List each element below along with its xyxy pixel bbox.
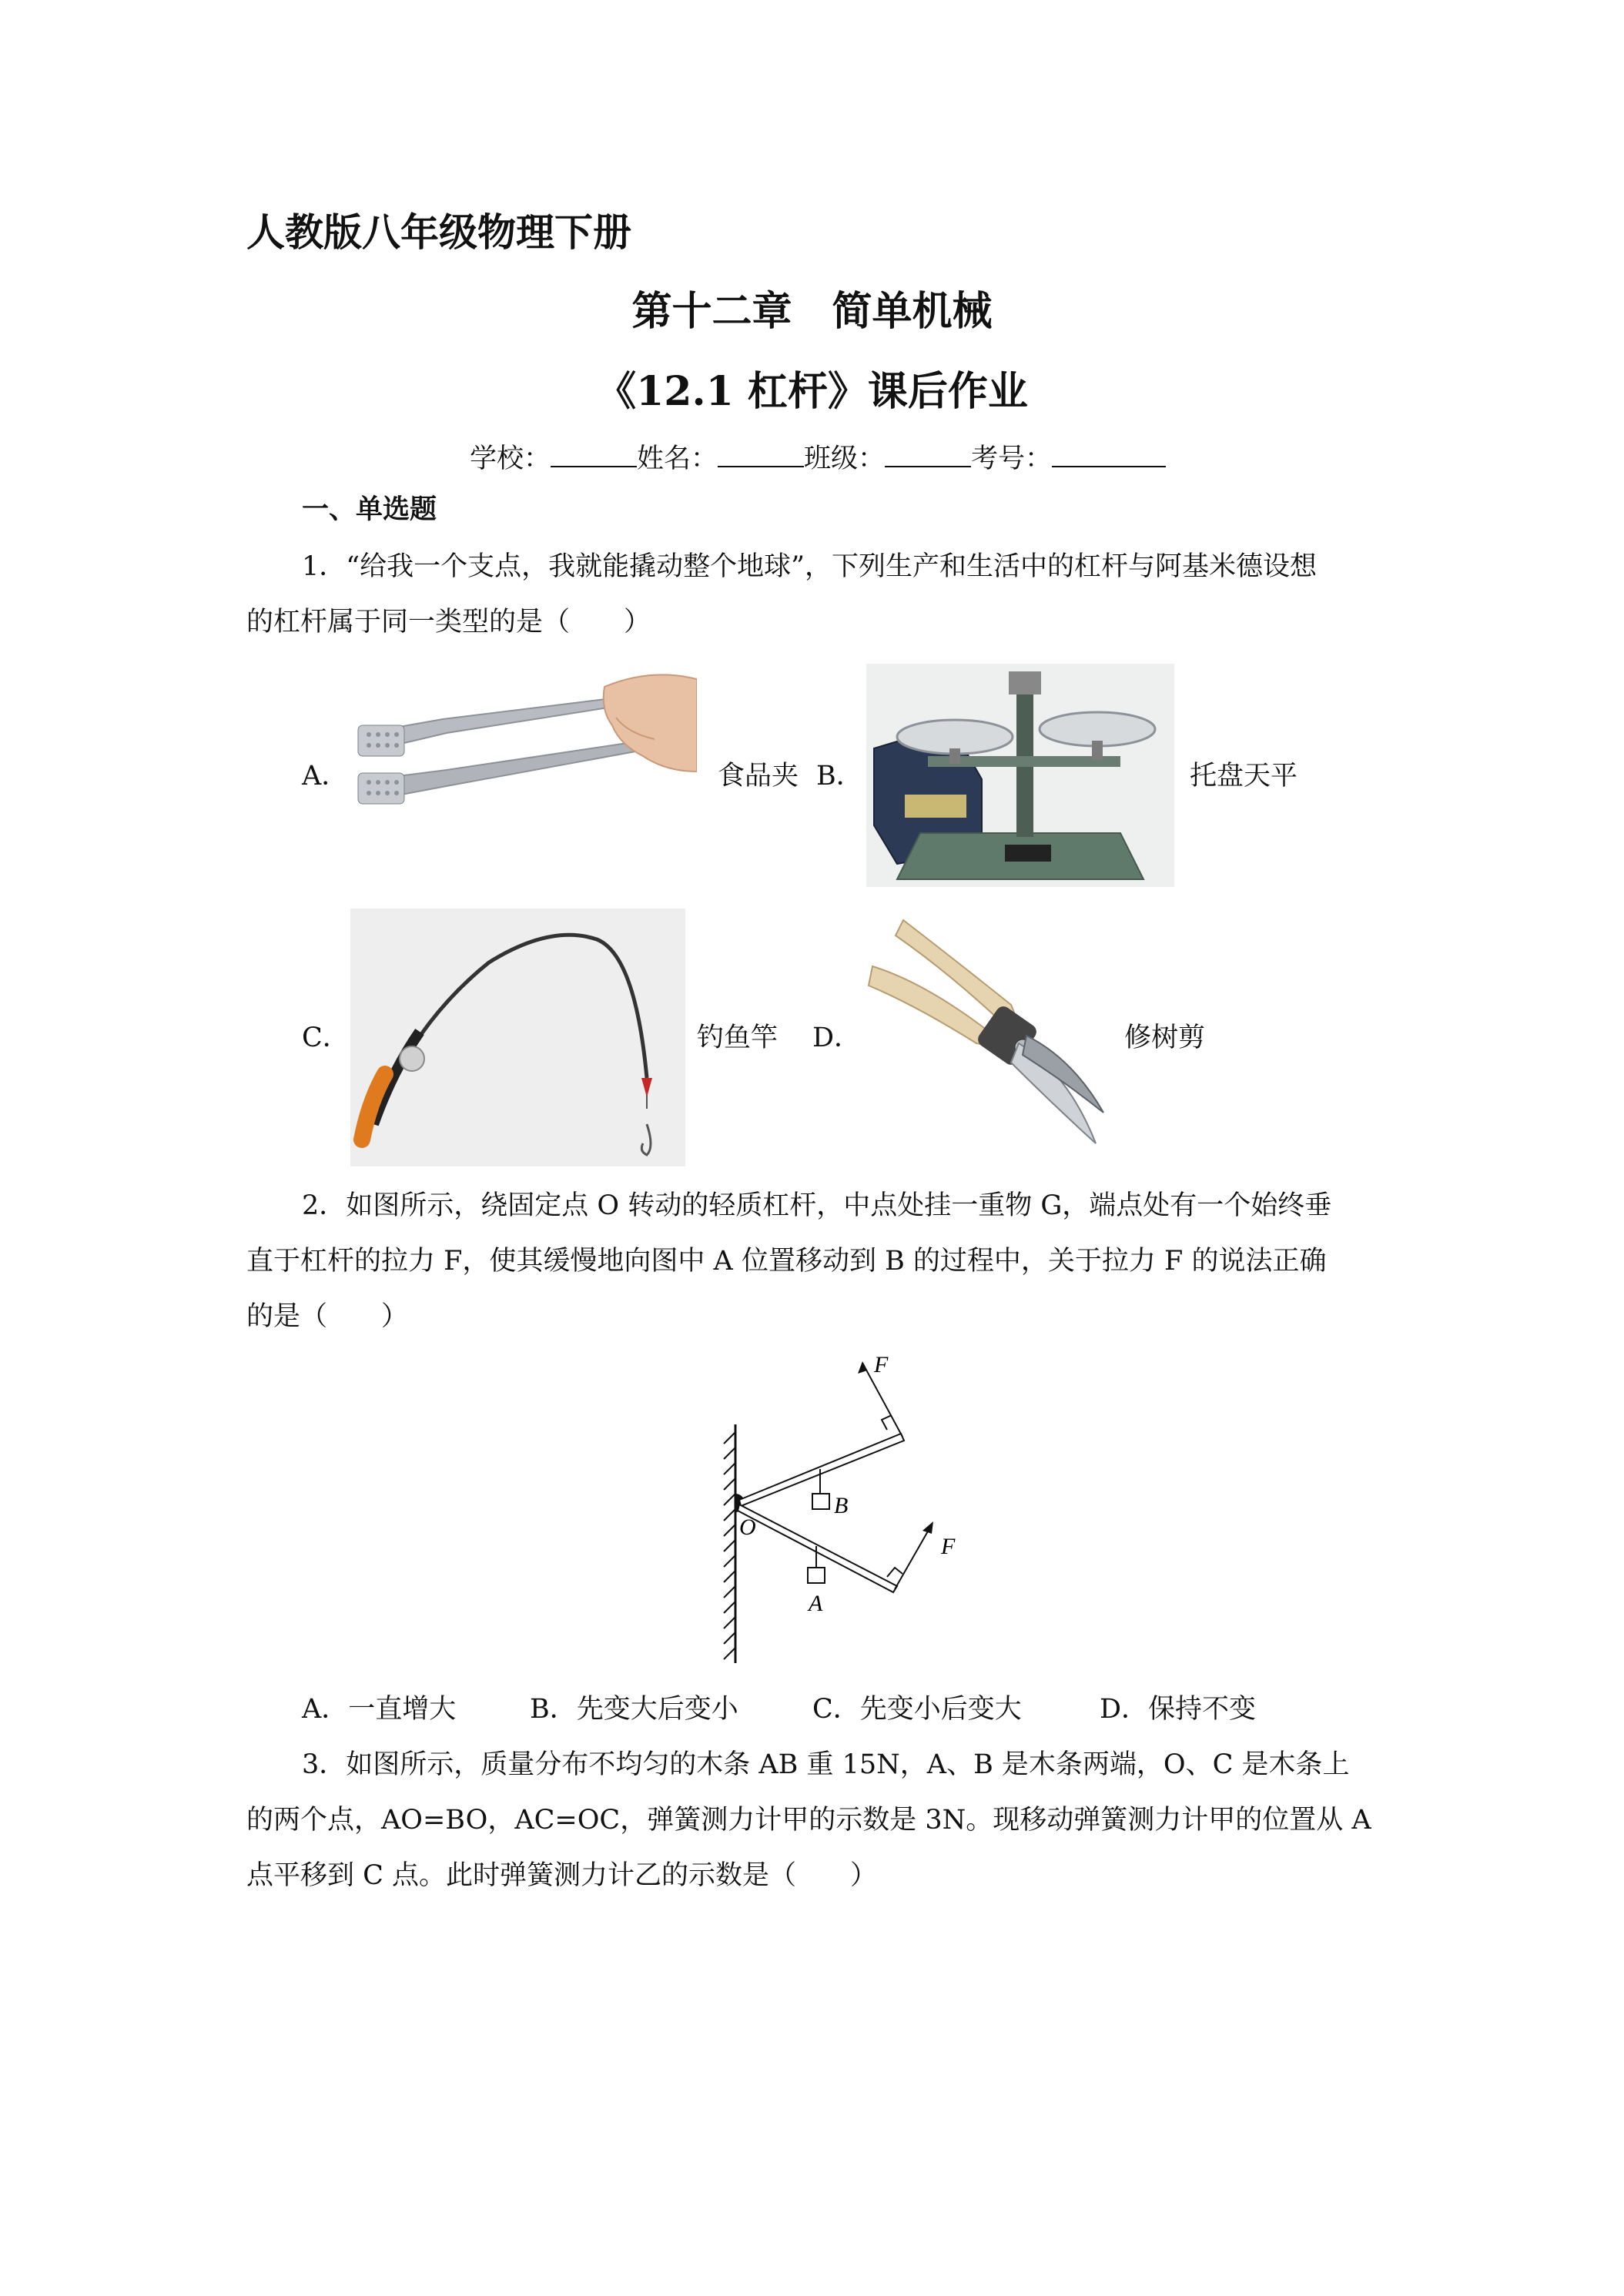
q1-option-d-letter[interactable]: D． [812,1022,862,1053]
q1-line-2: 的杠杆属于同一类型的是（ ） [246,607,651,638]
q3-line-1: 3．如图所示，质量分布不均匀的木条 AB 重 15N，A、B 是木条两端，O、C 是木条上 [302,1749,1350,1780]
q2-option-d[interactable]: D．保持不变 [1100,1694,1257,1725]
class-label: 班级： [804,443,886,474]
q3-line-3: 点平移到 C 点。此时弹簧测力计乙的示数是（ ） [246,1860,878,1891]
q1-line-1: 1．“给我一个支点，我就能撬动整个地球”，下列生产和生活中的杠杆与阿基米德设想 [302,551,1318,582]
q3-line-2: 的两个点，AO=BO，AC=OC，弹簧测力计甲的示数是 3N。现移动弹簧测力计甲的位置从 A [246,1805,1371,1836]
chapter-title: 第十二章 简单机械 [631,288,993,335]
q1-option-c-letter[interactable]: C． [302,1022,350,1053]
name-label: 姓名： [637,443,718,474]
q2-line-3: 的是（ ） [246,1301,409,1332]
q1-option-a-letter[interactable]: A． [302,761,349,792]
textbook-title: 人教版八年级物理下册 [246,209,631,255]
lever-diagram [693,1340,970,1671]
lesson-title: 《12.1 杠杆》课后作业 [596,368,1028,415]
q2-option-b[interactable]: B．先变大后变小 [530,1694,738,1725]
tray-balance-icon [866,664,1174,887]
q1-option-a-caption: 食品夹 [718,761,799,792]
name-blank[interactable] [718,443,804,467]
q2-line-1: 2．如图所示，绕固定点 O 转动的轻质杠杆，中点处挂一重物 G，端点处有一个始终垂 [302,1190,1332,1221]
school-label: 学校： [470,443,551,474]
pruning-shears-icon [861,912,1115,1159]
fishing-rod-icon [350,909,685,1166]
section-heading: 一、单选题 [302,494,437,525]
q1-option-b-caption: 托盘天平 [1190,761,1298,792]
food-tongs-icon [350,671,697,841]
school-blank[interactable] [551,443,637,467]
q2-line-2: 直于杠杆的拉力 F，使其缓慢地向图中 A 位置移动到 B 的过程中，关于拉力 F 的说法正确 [246,1246,1327,1277]
label-B: B [834,1493,849,1518]
q1-option-c-caption: 钓鱼竿 [697,1022,779,1053]
label-F-top: F [874,1352,889,1377]
q2-option-c[interactable]: C．先变小后变大 [812,1694,1022,1725]
label-A: A [809,1591,823,1616]
class-blank[interactable] [885,443,971,467]
exam-no-blank[interactable] [1052,443,1166,467]
info-line [470,431,1166,487]
label-F-right: F [941,1534,956,1559]
q2-option-a[interactable]: A．一直增大 [302,1694,457,1725]
label-O: O [739,1514,756,1540]
exam-no-label: 考号： [971,443,1053,474]
q1-option-b-letter[interactable]: B． [816,761,863,792]
q1-option-d-caption: 修树剪 [1124,1022,1206,1053]
